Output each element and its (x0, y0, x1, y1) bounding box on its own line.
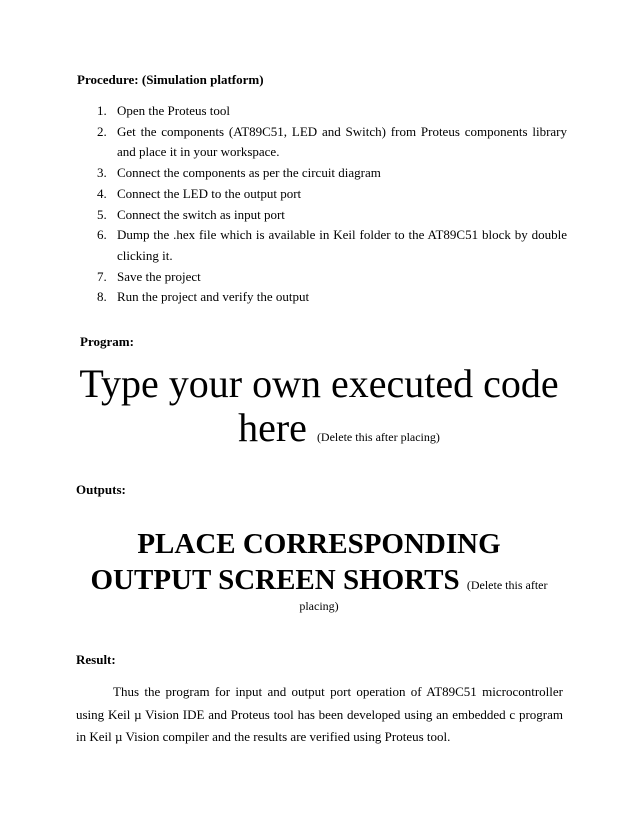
step-text: Run the project and verify the output (117, 289, 310, 305)
list-item (97, 122, 567, 163)
outputs-placeholder-line1: PLACE CORRESPONDING (137, 528, 501, 560)
list-item (97, 287, 567, 308)
list-item (97, 205, 567, 226)
procedure-steps-list (97, 101, 567, 308)
step-number: 6. (97, 227, 107, 243)
list-item (97, 225, 567, 266)
list-item (97, 101, 567, 122)
step-number: 1. (97, 103, 107, 118)
program-delete-note: (Delete this after placing) (316, 430, 440, 444)
program-placeholder-line2-wrap (0, 406, 638, 459)
outputs-placeholder-line2: OUTPUT SCREEN SHORTS (90, 564, 460, 596)
step-text: Connect the components as per the circuit diagram (117, 165, 381, 181)
outputs-delete-note-part1: (Delete this after (466, 578, 548, 592)
step-number: 8. (97, 289, 107, 305)
step-number: 3. (97, 165, 107, 181)
step-text: Get the components (AT89C51, LED and Switch) from Proteus components library and place it in your workspace. (117, 123, 567, 160)
result-heading: Result: (76, 652, 116, 667)
step-number: 4. (97, 185, 107, 201)
program-placeholder-line1: Type your own executed code (79, 361, 559, 406)
step-number: 7. (97, 268, 107, 284)
step-text: Connect the LED to the output port (117, 185, 302, 201)
procedure-heading: Procedure: (Simulation platform) (77, 72, 264, 87)
result-paragraph: Thus the program for input and output port operation of AT89C51 microcontroller using Keil µ Vision IDE and Proteus tool has been developed using an embedded c program in Keil µ Vision compiler and the results are verified using Proteus tool. (76, 684, 563, 744)
step-number: 5. (97, 206, 107, 222)
step-text: Connect the switch as input port (117, 206, 285, 222)
step-text: Open the Proteus tool (117, 103, 231, 118)
list-item (97, 267, 567, 288)
list-item (97, 163, 567, 184)
outputs-placeholder-line2-wrap (0, 562, 638, 603)
list-item (97, 184, 567, 205)
program-heading: Program: (80, 334, 134, 349)
outputs-heading: Outputs: (76, 482, 126, 497)
step-text: Save the project (117, 268, 201, 284)
step-text: Dump the .hex file which is available in Keil folder to the AT89C51 block by double clicking it. (117, 227, 567, 263)
step-number: 2. (97, 123, 107, 139)
program-placeholder-line2: here (238, 405, 307, 450)
outputs-delete-note-part2: placing) (299, 599, 339, 613)
